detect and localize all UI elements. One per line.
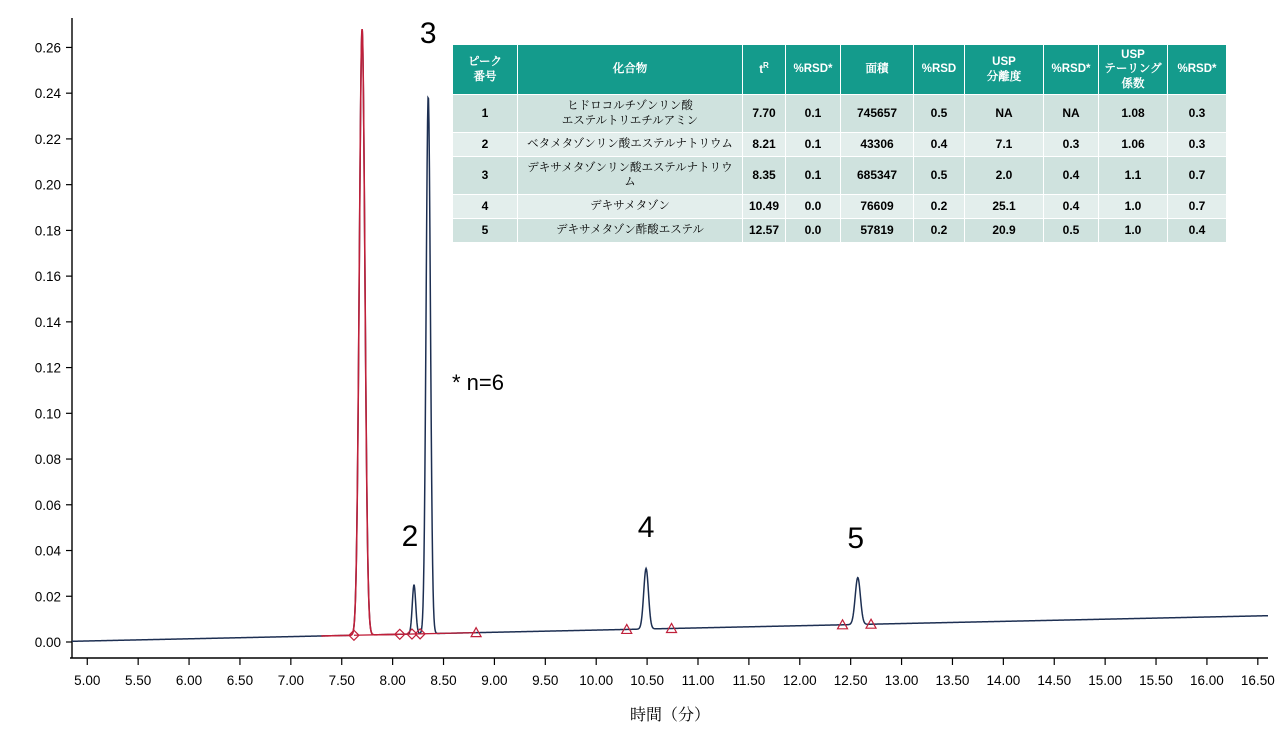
y-tick-label: 0.08 <box>34 452 61 468</box>
cell-rsd-tailing: 0.3 <box>1168 132 1227 156</box>
x-tick-label: 5.50 <box>125 673 152 688</box>
cell-rsd-tr: 0.0 <box>786 194 841 218</box>
y-tick-label: 0.02 <box>34 589 61 605</box>
cell-usp-tailing: 1.0 <box>1099 218 1168 242</box>
peak-label-3: 3 <box>419 16 437 50</box>
table-row <box>453 95 1227 133</box>
cell-area: 76609 <box>841 194 914 218</box>
table-header-row <box>453 45 1227 95</box>
table-body <box>453 95 1227 243</box>
chromatogram-trace-red <box>321 29 397 636</box>
cell-retention-time: 12.57 <box>743 218 786 242</box>
col-header-rsd-tailing: %RSD* <box>1168 45 1227 95</box>
x-tick-label: 12.50 <box>833 673 868 688</box>
col-header-retention-time: $t^R$ <box>743 45 786 95</box>
y-tick-label: 0.04 <box>34 543 61 559</box>
y-tick-label: 0.14 <box>34 314 61 330</box>
x-tick-label: 5.00 <box>74 673 101 688</box>
cell-peak-number: 2 <box>453 132 518 156</box>
cell-rsd-resolution: 0.4 <box>1044 194 1099 218</box>
cell-rsd-resolution: NA <box>1044 95 1099 133</box>
x-tick-label: 7.50 <box>328 673 355 688</box>
x-tick-label: 13.00 <box>884 673 919 688</box>
cell-retention-time: 10.49 <box>743 194 786 218</box>
x-axis-title: 時間（分） <box>629 707 711 724</box>
col-header-rsd-tr: %RSD* <box>786 45 841 95</box>
cell-usp-resolution: 2.0 <box>965 156 1044 194</box>
x-tick-label: 13.50 <box>935 673 970 688</box>
x-tick-label: 15.00 <box>1088 673 1123 688</box>
x-tick-label: 16.50 <box>1240 673 1275 688</box>
x-tick-label: 6.50 <box>226 673 254 688</box>
cell-retention-time: 8.21 <box>743 132 786 156</box>
col-header-usp-resolution: USP 分離度 <box>965 45 1044 95</box>
cell-compound: デキサメタゾンリン酸エステルナトリウム <box>518 156 743 194</box>
peak-label-5: 5 <box>847 522 865 556</box>
x-tick-label: 16.00 <box>1190 673 1224 688</box>
cell-area: 57819 <box>841 218 914 242</box>
cell-peak-number: 3 <box>453 156 518 194</box>
cell-rsd-area: 0.2 <box>914 194 965 218</box>
cell-usp-tailing: 1.06 <box>1099 132 1168 156</box>
cell-rsd-tailing: 0.3 <box>1168 95 1227 133</box>
cell-rsd-tr: 0.0 <box>786 218 841 242</box>
table-header <box>453 45 1227 95</box>
cell-usp-resolution: NA <box>965 95 1044 133</box>
cell-retention-time: 7.70 <box>743 95 786 133</box>
y-tick-label: 0.20 <box>34 177 61 193</box>
x-tick-label: 7.00 <box>277 673 304 688</box>
x-tick-label: 12.00 <box>782 673 817 688</box>
cell-rsd-tr: 0.1 <box>786 132 841 156</box>
y-tick-label: 0.22 <box>34 131 61 147</box>
cell-area: 43306 <box>841 132 914 156</box>
y-tick-label: 0.00 <box>34 634 61 650</box>
peak-label-4: 4 <box>637 510 655 544</box>
col-header-compound: 化合物 <box>518 45 743 95</box>
table-row <box>453 132 1227 156</box>
x-tick-label: 14.50 <box>1037 673 1072 688</box>
x-tick-label: 10.50 <box>630 673 664 688</box>
cell-rsd-tr: 0.1 <box>786 95 841 133</box>
y-tick-label: 0.26 <box>34 40 61 56</box>
cell-peak-number: 1 <box>453 95 518 133</box>
cell-compound: ヒドロコルチゾンリン酸 エステルトリエチルアミン <box>518 95 743 133</box>
col-header-rsd-resolution: %RSD* <box>1044 45 1099 95</box>
x-tick-label: 8.50 <box>430 673 457 688</box>
x-tick-label: 10.00 <box>579 673 614 688</box>
table-row <box>453 218 1227 242</box>
y-tick-label: 0.06 <box>34 497 61 513</box>
cell-area: 685347 <box>841 156 914 194</box>
y-tick-label: 0.16 <box>34 269 61 285</box>
cell-rsd-area: 0.4 <box>914 132 965 156</box>
cell-rsd-tailing: 0.7 <box>1168 194 1227 218</box>
y-tick-label: 0.10 <box>34 406 61 422</box>
y-tick-label: 0.12 <box>34 360 61 376</box>
cell-usp-resolution: 7.1 <box>965 132 1044 156</box>
cell-compound: ベタメタゾンリン酸エステルナトリウム <box>518 132 743 156</box>
cell-usp-resolution: 25.1 <box>965 194 1044 218</box>
cell-usp-tailing: 1.08 <box>1099 95 1168 133</box>
cell-retention-time: 8.35 <box>743 156 786 194</box>
cell-usp-resolution: 20.9 <box>965 218 1044 242</box>
peak-label-2: 2 <box>401 519 419 553</box>
y-tick-label: 0.24 <box>34 86 61 102</box>
cell-usp-tailing: 1.1 <box>1099 156 1168 194</box>
cell-area: 745657 <box>841 95 914 133</box>
x-tick-label: 9.50 <box>532 673 559 688</box>
cell-rsd-area: 0.2 <box>914 218 965 242</box>
peak-results-table <box>452 44 1227 243</box>
cell-compound: デキサメタゾン <box>518 194 743 218</box>
x-tick-label: 6.00 <box>175 673 203 688</box>
x-tick-label: 11.50 <box>732 673 766 688</box>
col-header-usp-tailing: USP テーリング 係数 <box>1099 45 1168 95</box>
cell-rsd-resolution: 0.5 <box>1044 218 1099 242</box>
cell-peak-number: 4 <box>453 194 518 218</box>
cell-rsd-tailing: 0.7 <box>1168 156 1227 194</box>
table-row <box>453 156 1227 194</box>
cell-rsd-area: 0.5 <box>914 95 965 133</box>
x-tick-label: 11.00 <box>681 673 715 688</box>
col-header-area: 面積 <box>841 45 914 95</box>
cell-usp-tailing: 1.0 <box>1099 194 1168 218</box>
footnote-n: * n=6 <box>452 370 504 395</box>
cell-peak-number: 5 <box>453 218 518 242</box>
col-header-rsd-area: %RSD <box>914 45 965 95</box>
table-row <box>453 194 1227 218</box>
cell-rsd-area: 0.5 <box>914 156 965 194</box>
cell-rsd-tr: 0.1 <box>786 156 841 194</box>
x-tick-label: 9.00 <box>481 673 508 688</box>
x-tick-label: 15.50 <box>1139 673 1173 688</box>
col-header-peak-number: ピーク 番号 <box>453 45 518 95</box>
cell-rsd-resolution: 0.4 <box>1044 156 1099 194</box>
y-tick-label: 0.18 <box>34 223 61 239</box>
cell-rsd-tailing: 0.4 <box>1168 218 1227 242</box>
x-tick-label: 14.00 <box>986 673 1021 688</box>
x-tick-label: 8.00 <box>379 673 406 688</box>
cell-compound: デキサメタゾン酢酸エステル <box>518 218 743 242</box>
cell-rsd-resolution: 0.3 <box>1044 132 1099 156</box>
